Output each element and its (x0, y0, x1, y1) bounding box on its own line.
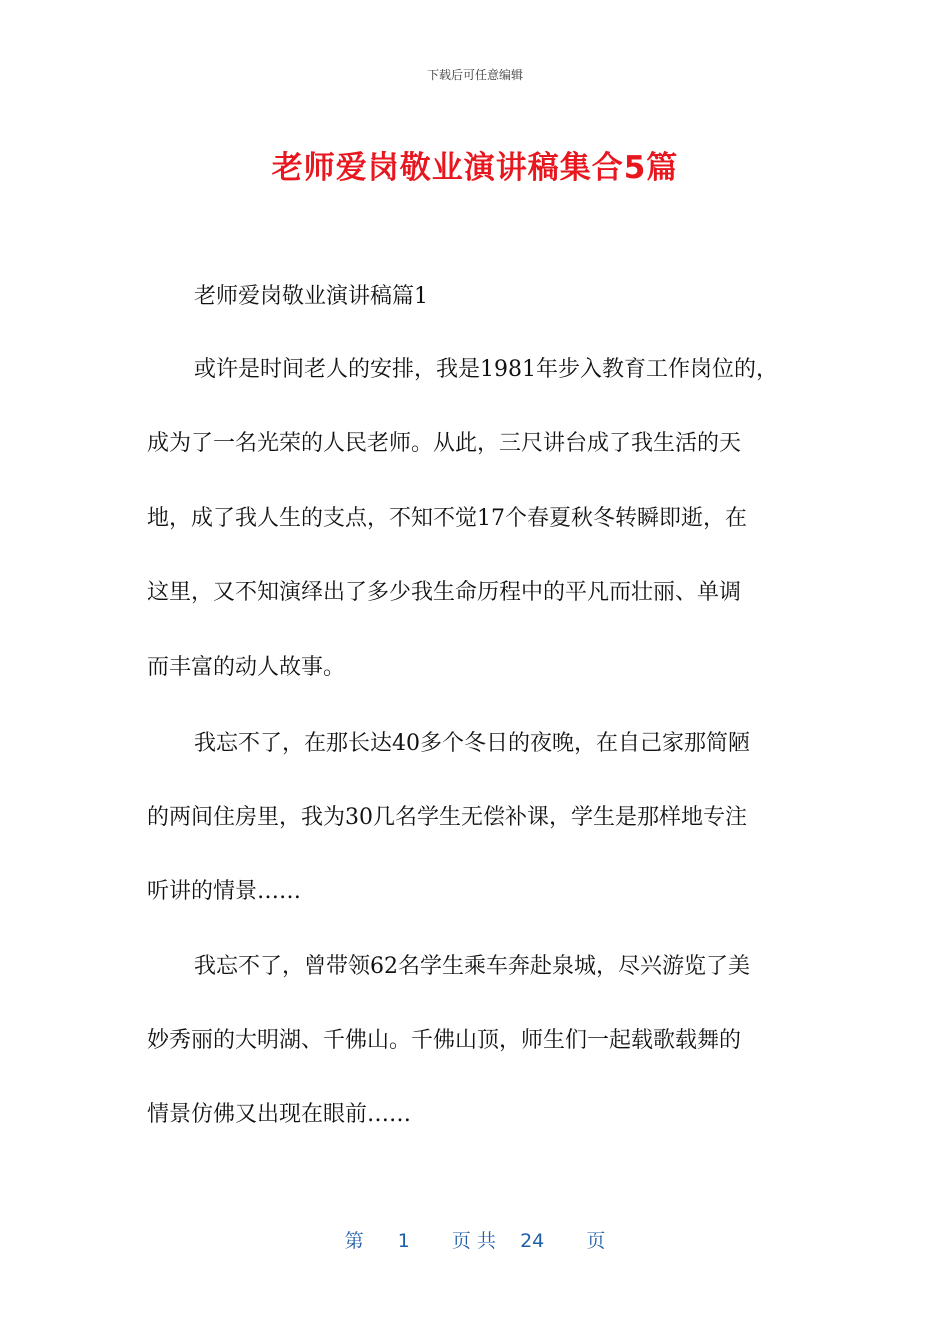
paragraph-line: 的两间住房里，我为30几名学生无偿补课，学生是那样地专注 (147, 805, 747, 830)
footer-current-page: 1 (397, 1230, 410, 1252)
paragraph-line: 听讲的情景…… (147, 879, 302, 904)
section-heading: 老师爱岗敬业演讲稿篇1 (194, 284, 428, 309)
page-footer (0, 1226, 950, 1253)
footer-prefix: 第 (344, 1230, 364, 1252)
footer-suffix: 页 (586, 1230, 606, 1252)
footer-total-pages: 24 (520, 1230, 545, 1252)
paragraph-line: 而丰富的动人故事。 (147, 655, 346, 680)
paragraph-line: 妙秀丽的大明湖、千佛山。千佛山顶，师生们一起载歌载舞的 (147, 1028, 742, 1053)
paragraph-line: 或许是时间老人的安排，我是1981年步入教育工作岗位的， (194, 357, 778, 382)
document-title: 老师爱岗敬业演讲稿集合5篇 (271, 150, 679, 186)
paragraph-line: 地，成了我人生的支点，不知不觉17个春夏秋冬转瞬即逝，在 (147, 506, 747, 531)
paragraph-line: 这里，又不知演绎出了多少我生命历程中的平凡而壮丽、单调 (147, 580, 742, 605)
header-note: 下载后可任意编辑 (426, 68, 523, 82)
paragraph-line: 我忘不了，曾带领62名学生乘车奔赴泉城，尽兴游览了美 (194, 954, 750, 979)
footer-middle: 页 共 (451, 1230, 496, 1252)
paragraph-line: 成为了一名光荣的人民老师。从此，三尺讲台成了我生活的天 (147, 431, 742, 456)
paragraph-line: 情景仿佛又出现在眼前…… (147, 1102, 412, 1127)
paragraph-line: 我忘不了，在那长达40多个冬日的夜晚，在自己家那简陋 (194, 731, 750, 756)
